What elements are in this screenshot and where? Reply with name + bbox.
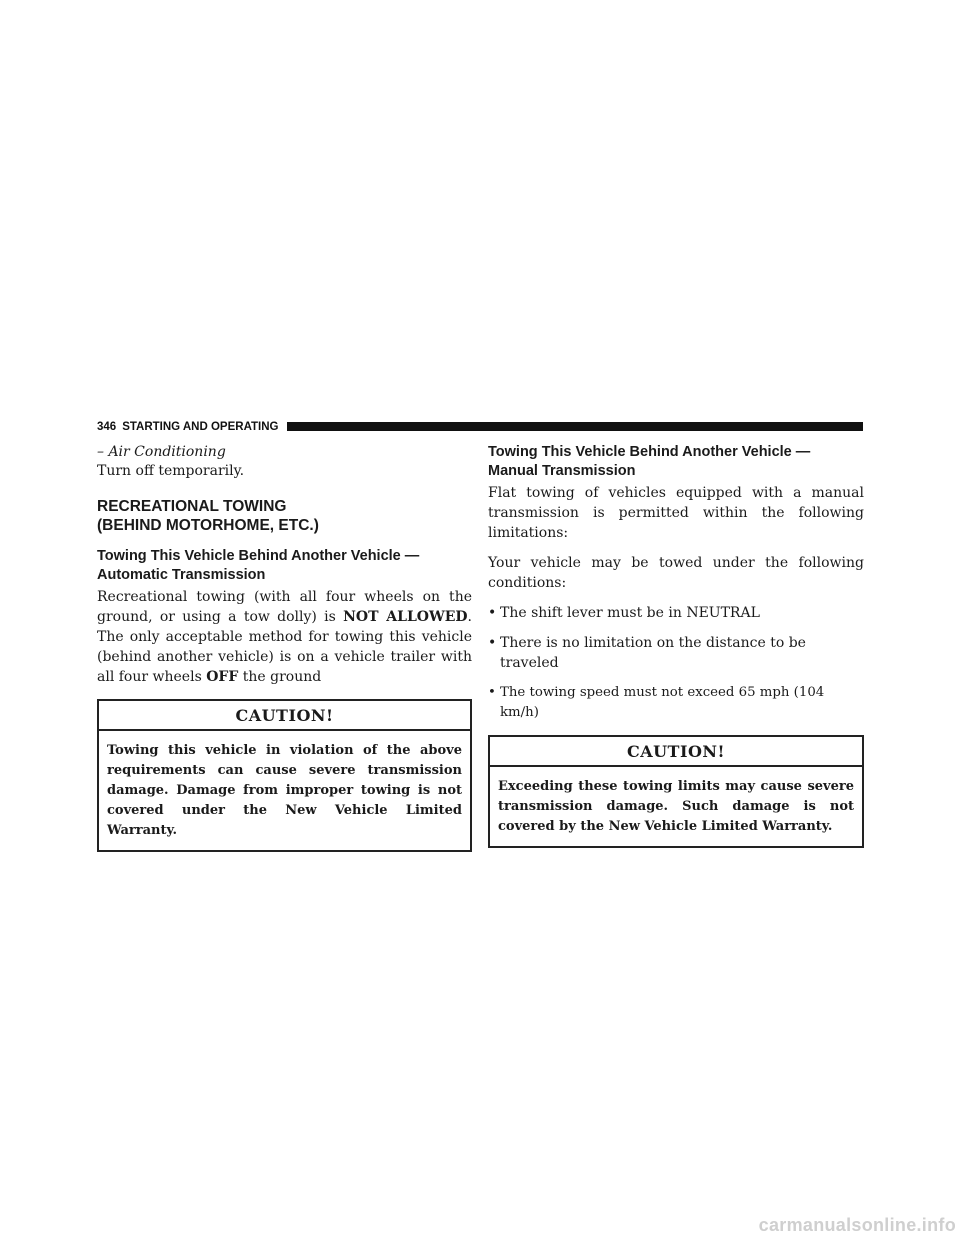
manual-intro-paragraph: Flat towing of vehicles equipped with a manual transmission is permitted within the following limitations: (488, 485, 864, 541)
list-item-text: The towing speed must not exceed 65 mph (104 km/h) (500, 685, 825, 720)
page-header (97, 420, 863, 433)
bullet-icon: • (488, 635, 497, 651)
caution-title: CAUTION! (99, 701, 470, 731)
caution-title: CAUTION! (490, 737, 862, 767)
caution-text: Exceeding these towing limits may cause severe transmission damage. Such damage is not covered by the New Vehicle Limited Warranty. (498, 779, 854, 834)
towing-paragraph (97, 587, 472, 687)
towing-paragraph-part3: the ground (238, 669, 322, 685)
item-text: Turn off temporarily. (97, 463, 245, 479)
section-heading-line2: (BEHIND MOTORHOME, ETC.) (97, 517, 319, 534)
subheading-manual-line1: Towing This Vehicle Behind Another Vehicle — (488, 444, 811, 460)
bullet-icon: • (488, 605, 497, 621)
list-item-text: There is no limitation on the distance to be traveled (500, 635, 806, 671)
caution-box-automatic (97, 699, 472, 852)
list-item-text: The shift lever must be in NEUTRAL (500, 605, 760, 621)
watermark: carmanualsonline.info (758, 1215, 956, 1235)
subheading-manual-line2: Manual Transmission (488, 463, 636, 479)
item-label: – Air Conditioning (97, 444, 226, 460)
off-text: OFF (206, 669, 239, 685)
list-item (488, 683, 864, 723)
subheading-automatic (97, 547, 472, 585)
section-heading-line1: RECREATIONAL TOWING (97, 498, 287, 515)
section-heading (97, 497, 472, 535)
bullet-icon: • (488, 685, 496, 700)
towing-paragraph-part1: Recreational towing (with all four wheels on the ground, or using a tow dolly) is (97, 589, 472, 625)
towing-paragraph-part2: . The only acceptable method for towing this vehicle (behind another vehicle) is on a vehicle trailer with all four wheels (97, 609, 472, 685)
left-column (97, 443, 472, 852)
caution-text: Towing this vehicle in violation of the above requirements can cause severe transmission damage. Damage from improper towing is not covered under the New Vehicle Limited Warranty. (107, 743, 462, 838)
section-title: STARTING AND OPERATING (122, 420, 279, 433)
conditions-list (488, 603, 864, 723)
right-column (488, 443, 864, 848)
subheading-manual (488, 443, 864, 481)
header-rule (287, 422, 864, 431)
caution-box-manual (488, 735, 864, 848)
list-item (488, 633, 864, 673)
list-item (488, 603, 864, 623)
subheading-automatic-line1: Towing This Vehicle Behind Another Vehicle — (97, 548, 420, 564)
conditions-paragraph: Your vehicle may be towed under the following conditions: (488, 555, 864, 591)
page-number: 346 (97, 420, 117, 433)
subheading-automatic-line2: Automatic Transmission (97, 567, 266, 583)
not-allowed-text: NOT ALLOWED (343, 609, 468, 625)
